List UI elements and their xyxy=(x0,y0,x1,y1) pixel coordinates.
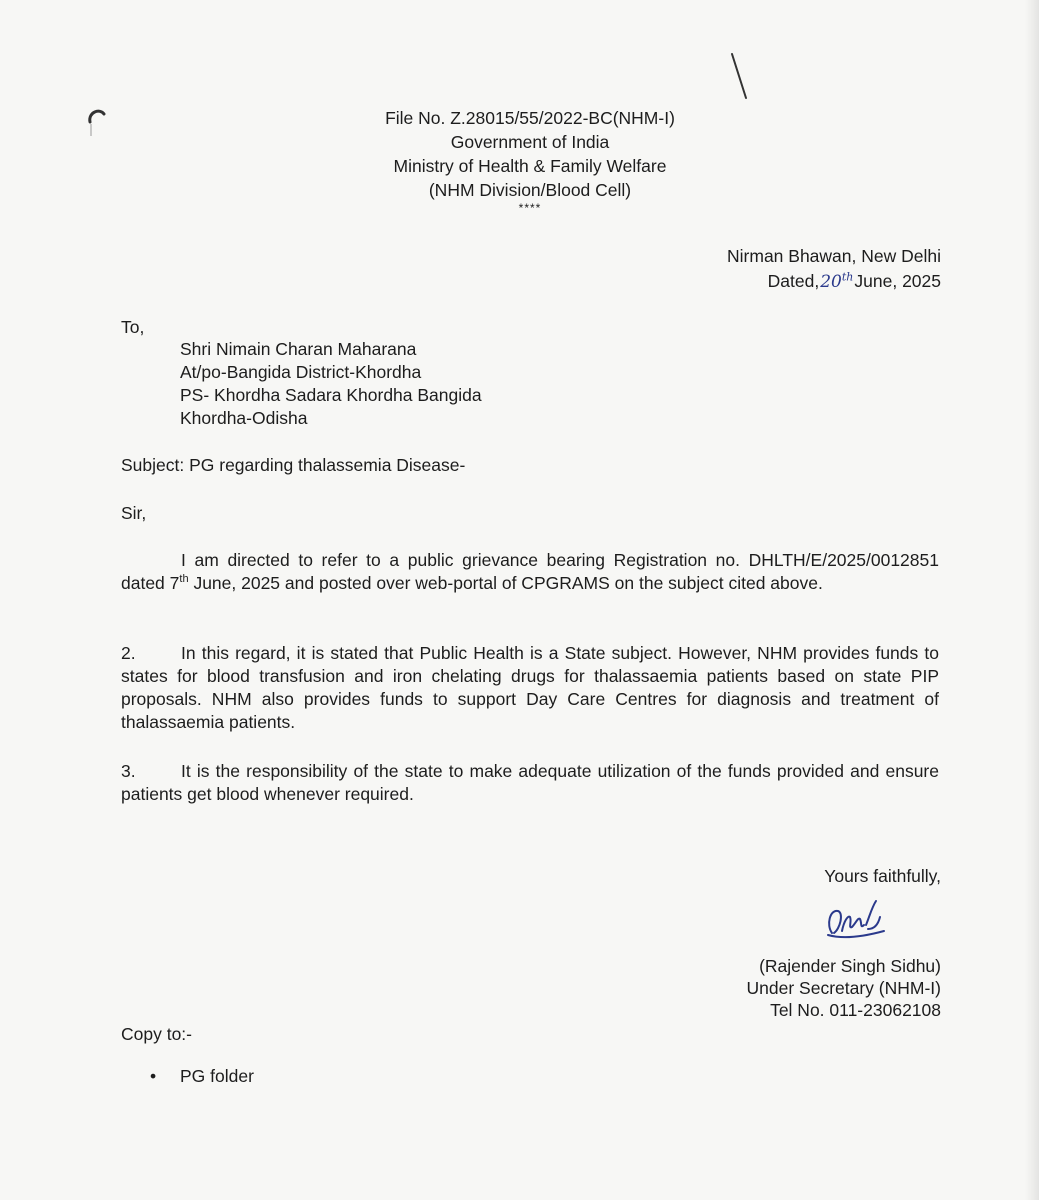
handwritten-date-day: 20th xyxy=(820,270,854,292)
handwritten-signature xyxy=(822,895,892,945)
paragraph-3: 3. It is the responsibility of the state to make adequate utilization of the funds provided and ensure patients get blood whenever required. xyxy=(121,761,939,804)
signatory-phone: Tel No. 011-23062108 xyxy=(770,1000,941,1020)
paragraph-number: 2. xyxy=(121,643,136,663)
header-stars: **** xyxy=(518,201,542,215)
ministry-name: Ministry of Health & Family Welfare xyxy=(393,156,667,176)
bullet-icon: • xyxy=(150,1066,157,1086)
subject-line: Subject: PG regarding thalassemia Disease- xyxy=(121,455,466,475)
division-name: (NHM Division/Blood Cell) xyxy=(428,180,632,200)
address-line: Khordha-Odisha xyxy=(180,408,308,428)
punch-hole-mark xyxy=(86,104,108,144)
paragraph-1: I am directed to refer to a public grievance bearing Registration no. DHLTH/E/2025/0012851 dated 7th June, 2025 and posted over web-portal of CPGRAMS on the subject cited above. xyxy=(121,550,939,593)
signatory-block xyxy=(747,955,941,1021)
list-item: • PG folder xyxy=(150,1066,254,1086)
date-rest: June, 2025 xyxy=(854,271,941,291)
scan-edge-shadow xyxy=(1025,0,1039,1200)
salutation: Sir, xyxy=(121,503,147,523)
address-line: At/po-Bangida District-Khordha xyxy=(180,362,422,382)
to-label: To, xyxy=(121,317,145,337)
signatory-designation: Under Secretary (NHM-I) xyxy=(746,978,941,998)
file-number: File No. Z.28015/55/2022-BC(NHM-I) xyxy=(385,108,675,128)
date-line xyxy=(727,269,941,295)
address-line: PS- Khordha Sadara Khordha Bangida xyxy=(180,385,482,405)
signatory-name: (Rajender Singh Sidhu) xyxy=(759,956,941,976)
date-prefix: Dated, xyxy=(767,271,820,291)
letter-header xyxy=(330,106,730,214)
copy-to-list xyxy=(150,1066,254,1087)
paragraph-number: 3. xyxy=(121,761,136,781)
copy-to-label: Copy to:- xyxy=(121,1024,192,1044)
government-name: Government of India xyxy=(450,132,610,152)
place: Nirman Bhawan, New Delhi xyxy=(727,246,941,266)
place-and-date xyxy=(727,244,941,295)
closing-line: Yours faithfully, xyxy=(824,866,941,886)
recipient-address xyxy=(180,338,482,430)
paragraph-2: 2. In this regard, it is stated that Public Health is a State subject. However, NHM provides funds to states for blood transfusion and iron chelating drugs for thalassaemia patients based on state PIP proposals. NHM also provides funds to support Day Care Centres for diagnosis and treatment of thalassaemia patients. xyxy=(121,643,939,732)
address-line: Shri Nimain Charan Maharana xyxy=(180,339,417,359)
pen-tick-mark xyxy=(730,52,752,102)
